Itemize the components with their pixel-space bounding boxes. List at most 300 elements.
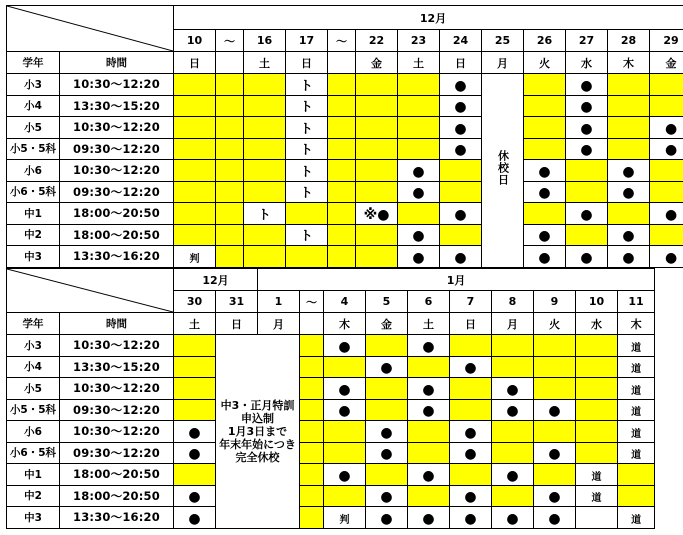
schedule-cell	[174, 138, 216, 160]
weekday-cell: 月	[482, 52, 524, 74]
schedule-cell	[300, 356, 324, 378]
dot-mark: ●	[422, 510, 435, 527]
dot-mark: ●	[454, 142, 467, 159]
time-cell: 09:30～12:20	[60, 399, 174, 421]
schedule-cell	[244, 117, 286, 139]
dot-mark: ●	[338, 467, 351, 484]
dot-mark: ●	[548, 489, 561, 506]
schedule-cell	[300, 421, 324, 443]
schedule-cell	[366, 335, 408, 357]
road-mark: 道	[631, 364, 642, 376]
weekday-cell: 金	[650, 52, 683, 74]
to-mark: ト	[299, 229, 313, 245]
weekday-cell: 火	[524, 52, 566, 74]
schedule-cell	[324, 464, 366, 486]
date-cell: 6	[408, 291, 450, 313]
date-cell: 10	[576, 291, 618, 313]
grade-cell: 中3	[7, 246, 60, 268]
schedule-cell	[328, 160, 356, 182]
schedule-cell	[450, 421, 492, 443]
weekday-cell: 日	[216, 313, 258, 335]
weekday-cell: 土	[244, 52, 286, 74]
time-cell: 13:30～16:20	[60, 246, 174, 268]
schedule-cell	[216, 138, 244, 160]
date-cell: 30	[174, 291, 216, 313]
date-cell: 1	[258, 291, 300, 313]
schedule-cell	[366, 356, 408, 378]
dot-mark: ●	[506, 467, 519, 484]
dot-mark: ●	[188, 510, 201, 527]
schedule-cell	[356, 181, 398, 203]
han-mark: 判	[189, 253, 200, 265]
schedule-cell	[408, 378, 450, 400]
date-cell: ～	[300, 291, 324, 313]
schedule-cell	[286, 203, 328, 225]
date-cell: ～	[216, 30, 244, 52]
weekday-cell: 土	[174, 313, 216, 335]
weekday-cell: 月	[258, 313, 300, 335]
dot-mark: ●	[538, 163, 551, 180]
date-cell: 24	[440, 30, 482, 52]
schedule-cell	[492, 335, 534, 357]
dot-mark: ●	[454, 249, 467, 266]
grade-cell: 小3	[7, 335, 60, 357]
schedule-cell	[300, 378, 324, 400]
grade-cell: 小4	[7, 95, 60, 117]
date-cell: 26	[524, 30, 566, 52]
schedule-cell	[174, 421, 216, 443]
date-cell: 27	[566, 30, 608, 52]
header-corner	[7, 6, 174, 52]
schedule-cell	[216, 95, 244, 117]
schedule-cell	[324, 356, 366, 378]
schedule-cell	[618, 378, 655, 400]
date-cell: 11	[618, 291, 655, 313]
schedule-cell	[524, 74, 566, 96]
road-mark: 道	[631, 342, 642, 354]
schedule-cell	[440, 246, 482, 268]
schedule-cell	[650, 117, 683, 139]
dot-mark: ●	[412, 249, 425, 266]
schedule-cell	[174, 356, 216, 378]
time-header: 時間	[60, 313, 174, 335]
road-mark: 道	[631, 428, 642, 440]
dot-mark: ●	[622, 185, 635, 202]
weekday-cell: 木	[608, 52, 650, 74]
schedule-cell	[534, 485, 576, 507]
schedule-cell	[328, 95, 356, 117]
date-cell: 4	[324, 291, 366, 313]
schedule-cell	[576, 485, 618, 507]
schedule-cell	[398, 138, 440, 160]
schedule-cell	[244, 224, 286, 246]
schedule-cell	[450, 485, 492, 507]
schedule-cell	[492, 421, 534, 443]
schedule-cell	[244, 138, 286, 160]
table-row	[7, 224, 683, 246]
date-cell: 8	[492, 291, 534, 313]
schedule-cell	[492, 485, 534, 507]
dot-mark: ●	[464, 489, 477, 506]
schedule-cell	[440, 203, 482, 225]
schedule-cell	[524, 160, 566, 182]
table-row	[7, 464, 655, 486]
notice-cell	[216, 335, 300, 529]
time-cell: 10:30～12:20	[60, 335, 174, 357]
schedule-cell	[524, 203, 566, 225]
weekday-cell	[328, 52, 356, 74]
dot-mark: ●	[464, 424, 477, 441]
schedule-cell	[650, 203, 683, 225]
schedule-cell	[408, 464, 450, 486]
schedule-cell	[300, 399, 324, 421]
dot-mark: ●	[580, 206, 593, 223]
grade-cell: 小5	[7, 117, 60, 139]
schedule-cell	[244, 203, 286, 225]
grade-cell: 中1	[7, 203, 60, 225]
date-cell: 7	[450, 291, 492, 313]
schedule-cell	[216, 203, 244, 225]
dot-mark: ●	[580, 142, 593, 159]
schedule-cell	[524, 246, 566, 268]
schedule-cell	[618, 442, 655, 464]
schedule-cell	[174, 224, 216, 246]
schedule-cell	[244, 74, 286, 96]
schedule-cell	[244, 246, 286, 268]
dot-mark: ●	[506, 403, 519, 420]
schedule-cell	[608, 117, 650, 139]
schedule-cell	[576, 335, 618, 357]
time-cell: 18:00～20:50	[60, 224, 174, 246]
schedule-cell	[492, 442, 534, 464]
road-mark: 道	[631, 407, 642, 419]
road-mark: 道	[631, 514, 642, 526]
schedule-cell	[324, 335, 366, 357]
schedule-cell	[566, 160, 608, 182]
date-cell: 23	[398, 30, 440, 52]
grade-cell: 中2	[7, 485, 60, 507]
schedule-cell	[440, 160, 482, 182]
dot-mark: ●	[622, 228, 635, 245]
schedule-cell	[286, 117, 328, 139]
schedule-cell	[216, 117, 244, 139]
schedule-cell	[356, 224, 398, 246]
road-mark: 道	[631, 385, 642, 397]
to-mark: ト	[299, 186, 313, 202]
grade-cell: 小5・5科	[7, 138, 60, 160]
schedule-cell	[366, 378, 408, 400]
schedule-cell	[534, 507, 576, 529]
schedule-cell	[324, 421, 366, 443]
schedule-cell	[650, 138, 683, 160]
road-mark: 道	[631, 450, 642, 462]
schedule-cell	[216, 160, 244, 182]
schedule-cell	[216, 224, 244, 246]
schedule-cell	[366, 485, 408, 507]
dot-mark: ●	[454, 77, 467, 94]
weekday-cell: 火	[534, 313, 576, 335]
schedule-cell	[174, 399, 216, 421]
schedule-cell	[534, 356, 576, 378]
schedule-cell	[356, 246, 398, 268]
schedule-cell	[534, 378, 576, 400]
dot-mark: ●	[380, 424, 393, 441]
table-row	[7, 160, 683, 182]
schedule-cell	[576, 421, 618, 443]
schedule-cell	[492, 399, 534, 421]
schedule-cell	[492, 356, 534, 378]
schedule-cell	[566, 138, 608, 160]
schedule-cell	[398, 224, 440, 246]
dot-mark: ●	[454, 206, 467, 223]
schedule-cell	[608, 138, 650, 160]
schedule-cell	[650, 246, 683, 268]
schedule-cell	[286, 246, 328, 268]
dot-mark: ●	[664, 120, 678, 137]
schedule-cell	[356, 138, 398, 160]
dot-mark: ●	[580, 249, 593, 266]
schedule-cell	[286, 160, 328, 182]
schedule-cell	[324, 442, 366, 464]
schedule-cell	[576, 378, 618, 400]
schedule-cell	[650, 224, 683, 246]
schedule-cell	[174, 181, 216, 203]
dot-mark: ●	[580, 99, 593, 116]
schedule-cell	[524, 117, 566, 139]
schedule-cell	[324, 399, 366, 421]
schedule-cell	[356, 95, 398, 117]
dot-mark: ●	[622, 163, 635, 180]
schedule-cell	[398, 95, 440, 117]
schedule-cell	[492, 378, 534, 400]
dot-mark: ●	[538, 249, 551, 266]
grade-cell: 小5	[7, 378, 60, 400]
schedule-cell	[408, 399, 450, 421]
to-mark: ト	[299, 100, 313, 116]
date-cell: 5	[366, 291, 408, 313]
schedule-cell	[328, 74, 356, 96]
notice-line: 年末年始につき	[219, 437, 296, 451]
grade-cell: 小6・5科	[7, 181, 60, 203]
schedule-cell	[408, 356, 450, 378]
schedule-cell	[650, 95, 683, 117]
closed-day-cell	[482, 74, 524, 268]
schedule-cell	[286, 95, 328, 117]
schedule-cell	[216, 74, 244, 96]
dot-mark: ●	[380, 489, 393, 506]
grade-cell: 中1	[7, 464, 60, 486]
schedule-cell	[450, 507, 492, 529]
schedule-cell	[576, 507, 618, 529]
weekday-cell: 月	[492, 313, 534, 335]
schedule-cell	[398, 181, 440, 203]
schedule-cell	[618, 464, 655, 486]
schedule-cell	[398, 160, 440, 182]
schedule-cell	[450, 442, 492, 464]
time-cell: 10:30～12:20	[60, 421, 174, 443]
dot-mark: ●	[188, 446, 201, 463]
schedule-cell	[244, 160, 286, 182]
month-header-dec: 12月	[174, 269, 258, 291]
date-cell: 31	[216, 291, 258, 313]
schedule-cell	[524, 138, 566, 160]
to-mark: ト	[257, 207, 271, 223]
table-row	[7, 138, 683, 160]
date-cell: 16	[244, 30, 286, 52]
schedule-cell	[328, 246, 356, 268]
time-cell: 10:30～12:20	[60, 74, 174, 96]
grade-cell: 小6・5科	[7, 442, 60, 464]
schedule-cell	[534, 442, 576, 464]
dot-mark: ●	[422, 403, 435, 420]
dot-mark: ●	[506, 381, 519, 398]
dot-mark: ●	[664, 142, 678, 159]
schedule-cell	[566, 181, 608, 203]
schedule-cell	[366, 421, 408, 443]
schedule-cell	[356, 117, 398, 139]
schedule-cell	[398, 203, 440, 225]
weekday-cell: 日	[286, 52, 328, 74]
weekday-cell: 木	[618, 313, 655, 335]
schedule-cell	[618, 356, 655, 378]
table-row	[7, 335, 655, 357]
schedule-cell	[174, 335, 216, 357]
schedule-cell	[286, 74, 328, 96]
schedule-cell	[492, 464, 534, 486]
schedule-cell	[450, 399, 492, 421]
schedule-cell	[440, 224, 482, 246]
schedule-cell	[524, 95, 566, 117]
dot-mark: ●	[422, 381, 435, 398]
grade-cell: 中2	[7, 224, 60, 246]
notice-line: 1月3日まで	[227, 424, 288, 438]
dot-mark: ●	[338, 338, 351, 355]
weekday-cell: 日	[450, 313, 492, 335]
weekday-cell: 土	[398, 52, 440, 74]
grade-cell: 小4	[7, 356, 60, 378]
schedule-cell	[650, 160, 683, 182]
schedule-cell	[608, 224, 650, 246]
schedule-cell	[356, 203, 398, 225]
date-cell: 22	[356, 30, 398, 52]
schedule-cell	[174, 507, 216, 529]
date-cell: 28	[608, 30, 650, 52]
dot-mark: ●	[188, 424, 201, 441]
schedule-cell	[534, 335, 576, 357]
dot-mark: ●	[380, 446, 393, 463]
schedule-cell	[408, 485, 450, 507]
grade-cell: 小3	[7, 74, 60, 96]
dot-mark: ●	[580, 120, 593, 137]
grade-header: 学年	[7, 52, 60, 74]
schedule-cell	[566, 224, 608, 246]
dot-mark: ●	[664, 206, 678, 223]
schedule-cell	[450, 335, 492, 357]
schedule-cell	[440, 95, 482, 117]
weekday-cell: 木	[324, 313, 366, 335]
schedule-cell	[398, 117, 440, 139]
table-row	[7, 507, 655, 529]
schedule-cell	[328, 203, 356, 225]
grade-cell: 小6	[7, 421, 60, 443]
schedule-cell	[174, 442, 216, 464]
schedule-cell	[174, 485, 216, 507]
dot-mark: ●	[188, 489, 201, 506]
to-mark: ト	[299, 164, 313, 180]
dot-mark: ●	[338, 403, 351, 420]
table-row	[7, 442, 655, 464]
dot-mark: ●	[548, 446, 561, 463]
schedule-cell	[300, 507, 324, 529]
grade-header: 学年	[7, 313, 60, 335]
time-cell: 13:30～15:20	[60, 95, 174, 117]
dot-mark: ●	[506, 510, 519, 527]
schedule-cell	[576, 464, 618, 486]
dot-mark: ●	[380, 510, 393, 527]
schedule-cell	[576, 399, 618, 421]
weekday-cell: 水	[576, 313, 618, 335]
table-row	[7, 399, 655, 421]
schedule-table-december	[6, 5, 683, 268]
schedule-cell	[650, 181, 683, 203]
dot-mark: ●	[412, 228, 425, 245]
schedule-cell	[300, 464, 324, 486]
table-row	[7, 181, 683, 203]
schedule-cell	[328, 224, 356, 246]
time-cell: 10:30～12:20	[60, 160, 174, 182]
month-header-jan: 1月	[258, 269, 655, 291]
table-row	[7, 378, 655, 400]
schedule-cell	[398, 74, 440, 96]
schedule-cell	[174, 160, 216, 182]
date-cell: 25	[482, 30, 524, 52]
time-cell: 10:30～12:20	[60, 117, 174, 139]
weekday-cell: 水	[566, 52, 608, 74]
closed-label: 休校日	[496, 150, 510, 187]
schedule-cell	[324, 485, 366, 507]
schedule-cell	[608, 246, 650, 268]
schedule-cell	[366, 442, 408, 464]
dot-mark: ●	[422, 467, 435, 484]
time-cell: 09:30～12:20	[60, 181, 174, 203]
time-cell: 18:00～20:50	[60, 485, 174, 507]
schedule-cell	[408, 507, 450, 529]
schedule-cell	[174, 246, 216, 268]
schedule-cell	[524, 224, 566, 246]
schedule-cell	[408, 335, 450, 357]
dot-mark: ●	[464, 510, 477, 527]
dot-mark: ●	[548, 403, 561, 420]
time-cell: 09:30～12:20	[60, 442, 174, 464]
time-header: 時間	[60, 52, 174, 74]
schedule-cell	[286, 224, 328, 246]
table-row	[7, 356, 655, 378]
dot-mark: ●	[538, 185, 551, 202]
schedule-cell	[328, 117, 356, 139]
weekday-cell	[216, 52, 244, 74]
dot-mark: ●	[422, 338, 435, 355]
to-mark: ト	[299, 78, 313, 94]
table-row	[7, 246, 683, 268]
table-row	[7, 485, 655, 507]
schedule-cell	[174, 117, 216, 139]
schedule-cell	[566, 203, 608, 225]
schedule-cell	[216, 246, 244, 268]
date-cell: 9	[534, 291, 576, 313]
time-cell: 13:30～16:20	[60, 507, 174, 529]
diagonal-line	[7, 6, 173, 51]
schedule-cell	[328, 138, 356, 160]
